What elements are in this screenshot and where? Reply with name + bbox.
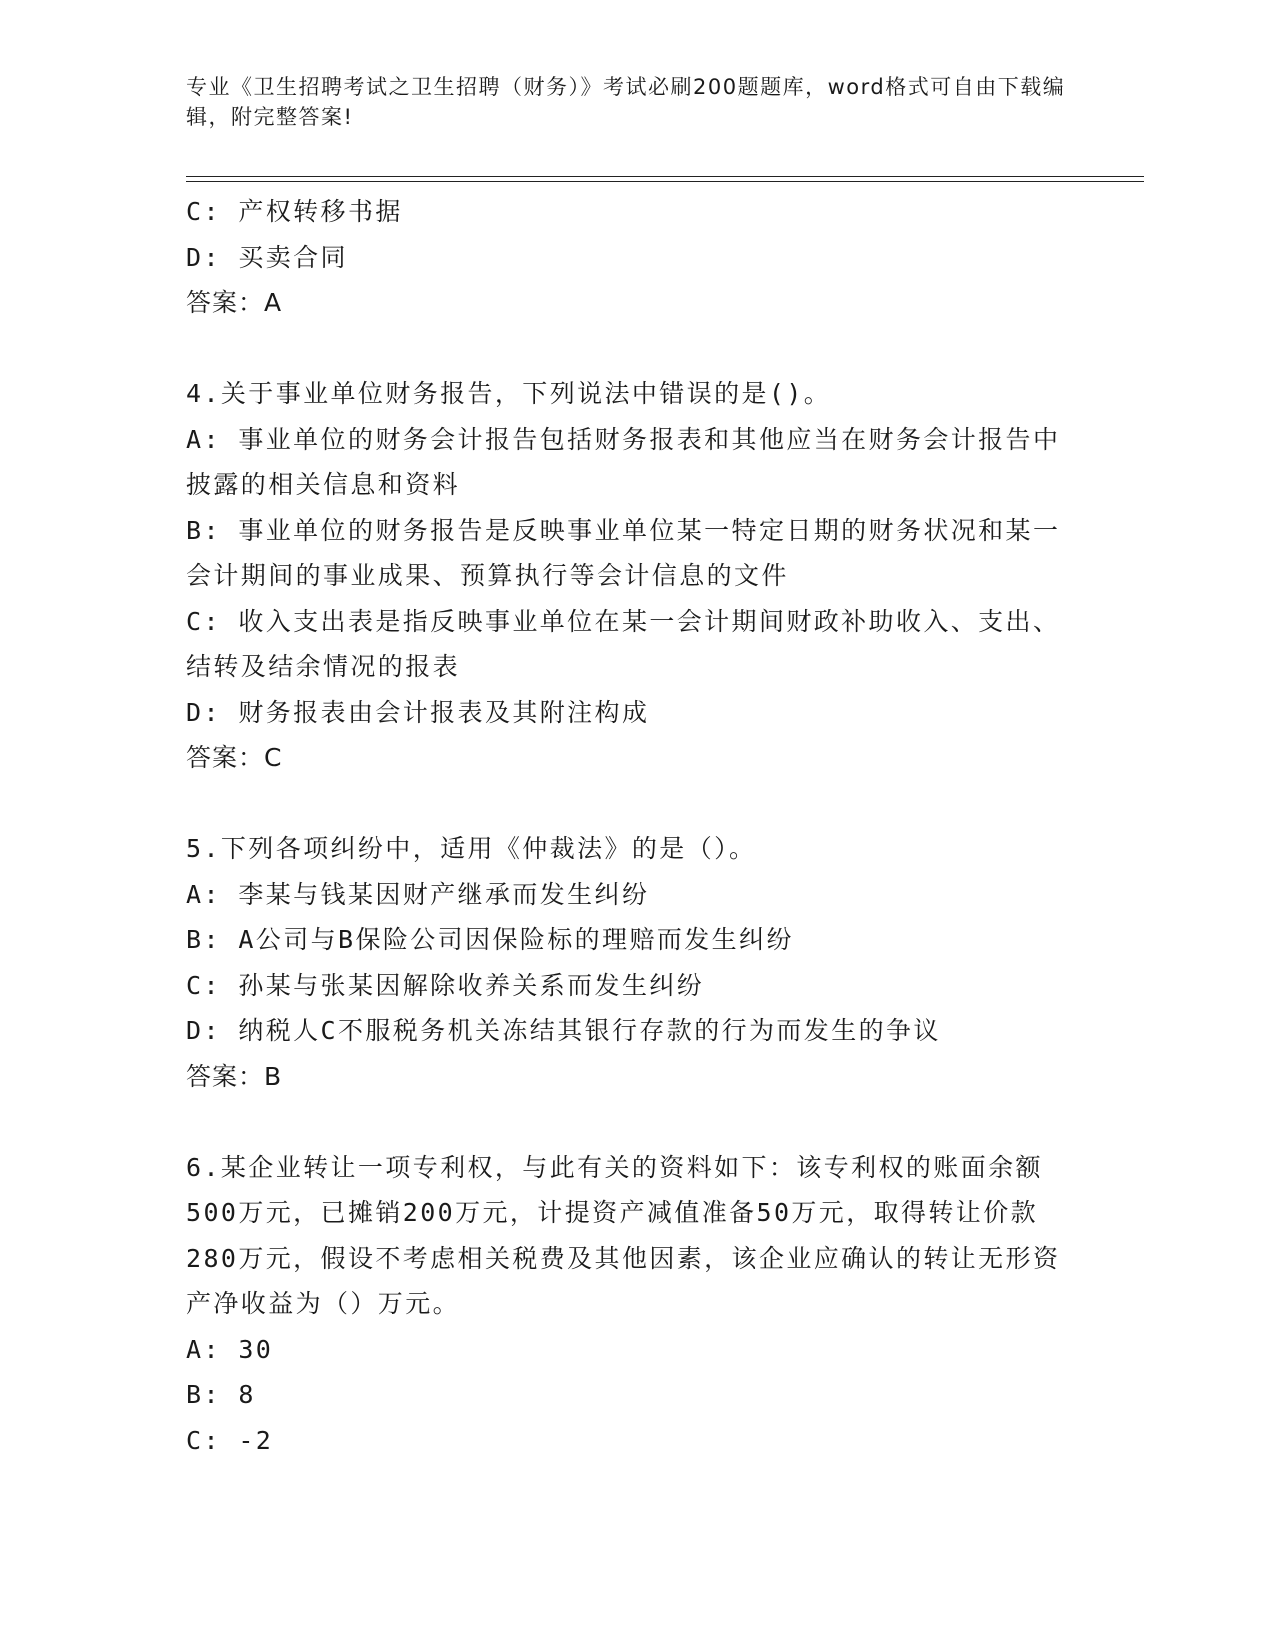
question-text: 4.关于事业单位财务报告，下列说法中错误的是()。 bbox=[186, 379, 832, 408]
option-b: B: 事业单位的财务报告是反映事业单位某一特定日期的财务状况和某一会计期间的事业成果、预算执行等会计信息的文件 bbox=[186, 515, 1061, 590]
option-b: B: 8 bbox=[186, 1380, 256, 1409]
spacer bbox=[186, 1099, 1066, 1145]
spacer bbox=[186, 781, 1066, 827]
option-a: A: 事业单位的财务会计报告包括财务报表和其他应当在财务会计报告中披露的相关信息和资料 bbox=[186, 424, 1061, 499]
option-d: D: 纳税人C不服税务机关冻结其银行存款的行为而发生的争议 bbox=[186, 1016, 941, 1045]
option-c: C: 收入支出表是指反映事业单位在某一会计期间财政补助收入、支出、结转及结余情况的报表 bbox=[186, 606, 1061, 681]
question-5 bbox=[186, 826, 1066, 1099]
header-divider-bottom bbox=[186, 181, 1144, 182]
answer: 答案：C bbox=[186, 743, 283, 772]
option-d: D: 买卖合同 bbox=[186, 242, 348, 272]
question-6 bbox=[186, 1145, 1066, 1464]
document-header: 专业《卫生招聘考试之卫生招聘（财务）》考试必刷200题题库，word格式可自由下载编辑，附完整答案! bbox=[186, 75, 1066, 129]
question-list bbox=[186, 189, 1066, 1463]
header-divider-top bbox=[186, 176, 1144, 177]
answer: 答案：A bbox=[186, 288, 283, 317]
option-a: A: 30 bbox=[186, 1334, 274, 1364]
answer: 答案：B bbox=[186, 1061, 283, 1091]
option-c: C: 孙某与张某因解除收养关系而发生纠纷 bbox=[186, 970, 705, 1000]
question-text: 6.某企业转让一项专利权，与此有关的资料如下：该专利权的账面余额500万元，已摊销200万元，计提资产减值准备50万元，取得转让价款280万元，假设不考虑相关税费及其他因素，该企业应确认的转让无形资产净收益为（）万元。 bbox=[186, 1152, 1061, 1318]
question-text: 5.下列各项纠纷中，适用《仲裁法》的是（）。 bbox=[186, 834, 757, 863]
option-d: D: 财务报表由会计报表及其附注构成 bbox=[186, 697, 650, 727]
option-a: A: 李某与钱某因财产继承而发生纠纷 bbox=[186, 879, 650, 909]
option-b: B: A公司与B保险公司因保险标的理赔而发生纠纷 bbox=[186, 925, 794, 954]
question-4 bbox=[186, 371, 1066, 781]
option-c: C: 产权转移书据 bbox=[186, 197, 403, 226]
option-c: C: -2 bbox=[186, 1425, 274, 1455]
question-3 bbox=[186, 189, 1066, 326]
spacer bbox=[186, 326, 1066, 372]
